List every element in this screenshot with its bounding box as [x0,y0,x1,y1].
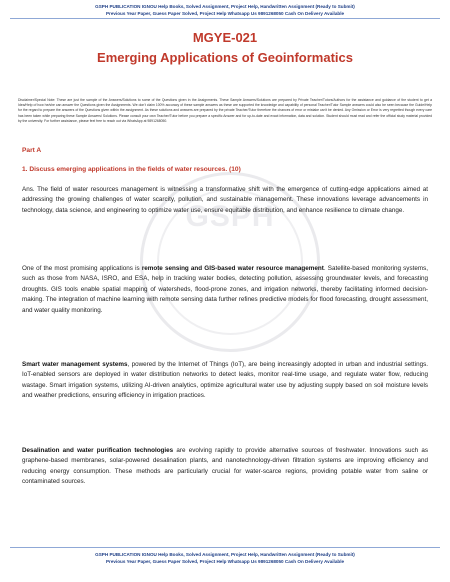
header-divider [10,18,440,19]
p4-bold-term: Desalination and water purification technologies [22,447,174,454]
p2-bold-term: remote sensing and GIS-based water resource management [141,265,324,272]
footer-line-1: GSPH PUBLICATION IGNOU Help Books, Solved Assignment, Project Help, Handwritten Assignment (Ready to Submit) [95,552,355,557]
p4-text: are evolving rapidly to provide alternative sources of freshwater. Innovations such as graphene-based membranes, solar-powered desalination plants, and nanotechnology-driven filtration systems are improving efficiency and reducing energy consumption. These methods are particularly crucial for water-scarce regions, providing potable water from saline or contaminated sources. [22,447,429,486]
page-header [18,4,432,17]
p3-bold-term: Smart water management systems [22,361,128,368]
document-title: Emerging Applications of Geoinformatics [97,50,353,65]
answer-paragraph-1: Ans. The field of water resources management is witnessing a transformative shift with the emergence of cutting-edge applications aimed at addressing the growing challenges of water scarcity, pollution, and sustainable management. These innovations leverage advancements in technology, data science, and engineering to optimize water use, ensure equitable distribution, and enhance resilience to climate change. [22,186,428,214]
footer-divider [10,547,440,548]
page-footer [18,552,432,565]
question-heading: 1. Discuss emerging applications in the fields of water resources. (10) [22,166,241,173]
p3-text: , powered by the Internet of Things (IoT), are being increasingly adopted in urban and industrial settings. IoT-enabled sensors are deployed in water distribution networks to detect leaks, monitor real-time usage, and regulate water flow, reducing wastage. Smart irrigation systems, utilizing AI-driven analytics, optimize agricultural water use by adjusting supply based on soil moisture levels and weather predictions, ensuring efficiency in irrigation practices. [22,361,428,400]
answer-paragraph-2 [22,264,428,316]
footer-line-2: Previous Year Paper, Guess Paper Solved, Project Help Whatsapp Us 9891268050 Cash On Delivery Available [105,558,345,564]
header-line-1: GSPH PUBLICATION IGNOU Help Books, Solved Assignment, Project Help, Handwritten Assignment (Ready to Submit) [95,4,355,9]
part-heading: Part A [22,147,42,154]
answer-paragraph-4 [22,446,428,488]
header-line-2: Previous Year Paper, Guess Paper Solved, Project Help Whatsapp Us 9891268050 Cash On Delivery Available [105,10,345,16]
p2-text-end: . Satellite-based monitoring systems, such as those from NASA, ISRO, and ESA, help in tracking water bodies, detecting pollution, assessing groundwater levels, and forecasting droughts. GIS tools enable spatial mapping of watersheds, flood-prone zones, and irrigation networks, thereby facilitating informed decision-making. The integration of machine learning with remote sensing data further refines predictive models for flood forecasting, drought assessment, and water quality monitoring. [22,265,428,314]
disclaimer-note: Disclaimer/Special Note: These are just the sample of the Answers/Solutions to some of the Questions given in the Assignments. These Sample Answers/Solutions are prepared by Private Teacher/Tutors/Authors for the assistance and guidance of the student to get a Idea/Help of how he/she can answer the Questions given the Assignments. We don't claim 100% accuracy of these sample answers as these are supported the knowledge and capability of personal Teacher/Tutor Sample answers could also be seen because the Guide/Help for the regard to prepare the answers of the Questions given within the assignment. As these solutions and answers are prepared by the private Teacher/Tutor therefore the chances of error or mistake can't be denied. Any Omission or Error is very regretted though every care has been taken while preparing these Sample Answers/ Solutions. Please consult your own Teacher/Tutor before you prepare a specific Answer and for up-to-date and exact information, data and solution. Student should must read and refer the official study material provided by the university. For further assistance, please feel free to reach out via WhatsApp at 9891268050. [18,98,432,123]
p2-text-start: One of the most promising applications is [22,265,142,272]
course-code: MGYE-021 [192,30,258,45]
watermark-logo: GSPH [185,200,275,233]
answer-paragraph-3 [22,360,428,402]
